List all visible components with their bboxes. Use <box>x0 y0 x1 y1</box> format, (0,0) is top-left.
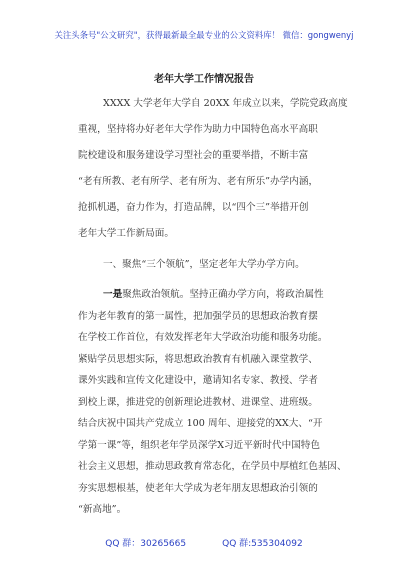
body-line: 课外实践和宣传文化建设中，邀请知名专家、教授、学者 <box>78 375 318 386</box>
footer-qq-group-2: QQ 群:535304092 <box>222 539 303 549</box>
body-line: 夯实思想根基，使老年大学成为老年朋友思想政治引领的 <box>78 482 318 494</box>
body-line-with-lead <box>103 289 324 301</box>
body-line: XXXX 大学老年大学自 20XX 年成立以来，学院党政高度 <box>103 98 348 109</box>
body-line: 在学校工作首位，有效发挥老年大学政治功能和服务功能。 <box>78 332 328 343</box>
body-line: 紧贴学员思想实际，将思想政治教育有机融入课堂教学、 <box>78 353 318 365</box>
body-line: 重视，坚持将办好老年大学作为助力中国特色高水平高职 <box>78 124 318 135</box>
section-heading: 一、聚焦“三个领航”，坚定老年大学办学方向。 <box>103 259 305 270</box>
body-line: 老年大学工作新局面。 <box>78 228 174 239</box>
body-line: 社会主义思想，推动思政教育常态化，在学员中厚植红色基因、 <box>78 461 347 472</box>
body-line: 结合庆祝中国共产党成立 100 周年、迎接党的XX大、“开 <box>78 418 323 429</box>
document-title: 老年大学工作情况报告 <box>154 74 254 85</box>
body-line: “新高地”。 <box>78 504 127 515</box>
body-line: 抢抓机遇，奋力作为，打造品牌，以“四个三”举措开创 <box>78 202 309 213</box>
body-line: 作为老年教育的第一属性，把加强学员的思想政治教育摆 <box>78 310 318 322</box>
body-line-text: 聚焦政治领航。坚持正确办学方向，将政治属性 <box>122 289 324 300</box>
body-line: 到校上课，推进党的创新理论进教材、进课堂、进班级。 <box>78 396 318 408</box>
body-line: 学第一课”等，组织老年学员深学X习近平新时代中国特色 <box>78 439 320 451</box>
bold-lead: 一是 <box>103 289 123 300</box>
body-line: “老有所教、老有所学、老有所为、老有所乐”办学内涵， <box>78 176 319 187</box>
footer-contact <box>0 536 408 549</box>
body-line: 院校建设和服务建设学习型社会的重要举措，不断丰富 <box>78 150 309 161</box>
footer-qq-group-1: QQ 群：30265665 <box>105 539 187 549</box>
header-banner: 关注头条号"公文研究"，获得最新最全最专业的公文资料库！ 微信：gongwenyj <box>54 30 354 40</box>
